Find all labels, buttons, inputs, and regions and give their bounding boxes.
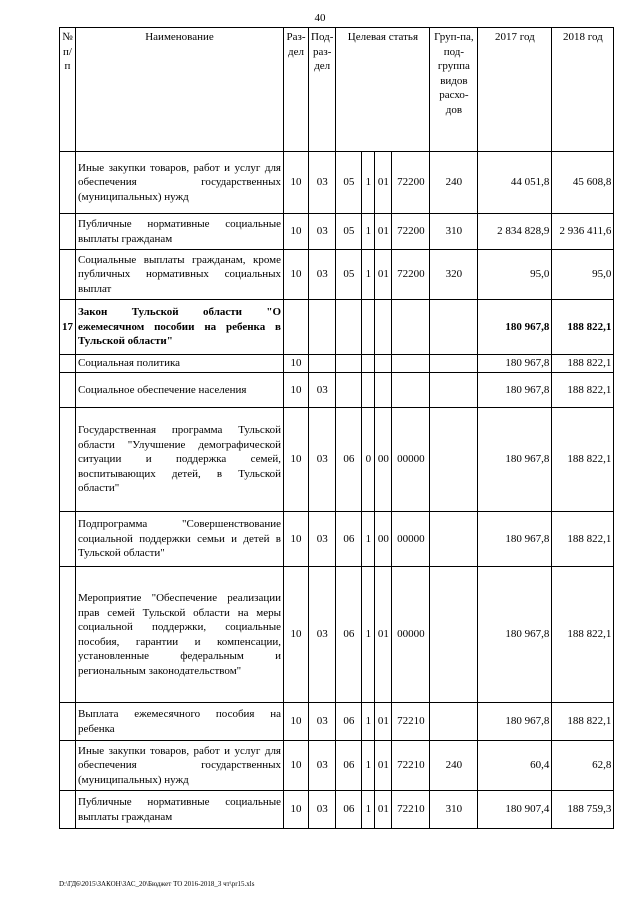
row-podrazdel: 03 <box>309 741 336 791</box>
row-expense-group: 240 <box>430 741 478 791</box>
row-razdel <box>284 300 309 355</box>
row-target-measure: 01 <box>375 250 392 300</box>
row-number <box>60 741 76 791</box>
row-value-2017: 2 834 828,9 <box>478 214 552 250</box>
row-value-2018: 2 936 411,6 <box>552 214 614 250</box>
row-expense-group: 240 <box>430 152 478 214</box>
table-row <box>60 408 614 512</box>
row-target-direction: 72210 <box>392 703 430 741</box>
row-value-2018: 188 822,1 <box>552 703 614 741</box>
row-expense-group <box>430 567 478 703</box>
row-podrazdel: 03 <box>309 703 336 741</box>
row-podrazdel: 03 <box>309 373 336 408</box>
row-razdel: 10 <box>284 567 309 703</box>
row-podrazdel: 03 <box>309 408 336 512</box>
row-target-direction: 00000 <box>392 408 430 512</box>
row-value-2017: 180 967,8 <box>478 300 552 355</box>
row-target-measure: 00 <box>375 512 392 567</box>
row-number <box>60 791 76 829</box>
table-row <box>60 703 614 741</box>
row-name: Выплата ежемесячного пособия на ребенка <box>76 703 284 741</box>
row-target-subprogram <box>362 300 375 355</box>
row-number <box>60 355 76 373</box>
row-expense-group <box>430 703 478 741</box>
row-expense-group <box>430 373 478 408</box>
row-podrazdel: 03 <box>309 250 336 300</box>
row-razdel: 10 <box>284 408 309 512</box>
row-value-2017: 180 967,8 <box>478 512 552 567</box>
row-target-program <box>336 373 362 408</box>
row-target-subprogram: 1 <box>362 250 375 300</box>
row-target-subprogram: 1 <box>362 741 375 791</box>
row-target-direction: 72210 <box>392 791 430 829</box>
row-podrazdel <box>309 300 336 355</box>
row-value-2017: 60,4 <box>478 741 552 791</box>
row-expense-group: 320 <box>430 250 478 300</box>
row-expense-group <box>430 408 478 512</box>
row-podrazdel: 03 <box>309 152 336 214</box>
row-value-2018: 188 822,1 <box>552 567 614 703</box>
row-target-program: 05 <box>336 152 362 214</box>
row-target-subprogram <box>362 355 375 373</box>
row-name: Публичные нормативные социальные выплаты гражданам <box>76 214 284 250</box>
row-podrazdel: 03 <box>309 567 336 703</box>
row-razdel: 10 <box>284 791 309 829</box>
row-target-program: 06 <box>336 408 362 512</box>
row-target-measure: 01 <box>375 567 392 703</box>
table-row <box>60 152 614 214</box>
table-row <box>60 355 614 373</box>
table-row <box>60 567 614 703</box>
row-target-program: 06 <box>336 512 362 567</box>
row-number <box>60 152 76 214</box>
row-target-program <box>336 300 362 355</box>
row-target-measure: 01 <box>375 741 392 791</box>
row-value-2018: 95,0 <box>552 250 614 300</box>
row-target-program: 05 <box>336 250 362 300</box>
row-number <box>60 703 76 741</box>
row-value-2017: 180 907,4 <box>478 791 552 829</box>
row-number <box>60 512 76 567</box>
row-number: 17 <box>60 300 76 355</box>
header-razdel: Раз-дел <box>284 28 309 152</box>
row-number <box>60 250 76 300</box>
row-target-program: 06 <box>336 741 362 791</box>
row-name: Закон Тульской области "О ежемесячном пособии на ребенка в Тульской области" <box>76 300 284 355</box>
row-podrazdel: 03 <box>309 791 336 829</box>
table-row <box>60 741 614 791</box>
row-name: Иные закупки товаров, работ и услуг для обеспечения государственных (муниципальных) нужд <box>76 741 284 791</box>
table-header-row <box>60 28 614 152</box>
row-target-direction <box>392 300 430 355</box>
row-expense-group: 310 <box>430 791 478 829</box>
table-row <box>60 512 614 567</box>
row-target-program: 06 <box>336 791 362 829</box>
row-value-2018: 62,8 <box>552 741 614 791</box>
row-target-measure <box>375 355 392 373</box>
row-target-direction: 72200 <box>392 250 430 300</box>
row-name: Государственная программа Тульской области "Улучшение демографической ситуации и поддержка семей, воспитывающих детей, в Тульской области" <box>76 408 284 512</box>
header-podrazdel: Под-раз-дел <box>309 28 336 152</box>
row-target-direction: 72210 <box>392 741 430 791</box>
header-target: Целевая статья <box>336 28 430 152</box>
row-value-2017: 95,0 <box>478 250 552 300</box>
row-target-subprogram <box>362 373 375 408</box>
row-target-direction: 72200 <box>392 214 430 250</box>
row-target-program: 06 <box>336 703 362 741</box>
table-row <box>60 791 614 829</box>
row-number <box>60 214 76 250</box>
row-target-measure <box>375 373 392 408</box>
row-name: Мероприятие "Обеспечение реализации прав семей Тульской области на меры социальной поддержки, социальные пособия, гарантии и компенсации, установленные федеральным и региональным законодательством" <box>76 567 284 703</box>
row-value-2018: 188 822,1 <box>552 408 614 512</box>
row-value-2017: 180 967,8 <box>478 355 552 373</box>
row-target-measure <box>375 300 392 355</box>
row-value-2017: 180 967,8 <box>478 408 552 512</box>
row-name: Социальная политика <box>76 355 284 373</box>
table-row <box>60 214 614 250</box>
row-value-2018: 188 822,1 <box>552 355 614 373</box>
row-razdel: 10 <box>284 703 309 741</box>
row-number <box>60 373 76 408</box>
row-target-measure: 01 <box>375 703 392 741</box>
row-razdel: 10 <box>284 152 309 214</box>
header-2017: 2017 год <box>478 28 552 152</box>
page-number: 40 <box>314 12 326 24</box>
row-target-subprogram: 1 <box>362 214 375 250</box>
budget-table <box>59 27 614 829</box>
row-razdel: 10 <box>284 741 309 791</box>
row-value-2017: 180 967,8 <box>478 567 552 703</box>
row-podrazdel: 03 <box>309 512 336 567</box>
row-target-subprogram: 1 <box>362 791 375 829</box>
row-target-program: 06 <box>336 567 362 703</box>
row-number <box>60 408 76 512</box>
row-name: Социальное обеспечение населения <box>76 373 284 408</box>
row-name: Публичные нормативные социальные выплаты гражданам <box>76 791 284 829</box>
row-expense-group: 310 <box>430 214 478 250</box>
table-row <box>60 373 614 408</box>
header-name: Наименование <box>76 28 284 152</box>
header-group: Груп-па, под-группа видов расхо-дов <box>430 28 478 152</box>
row-target-measure: 00 <box>375 408 392 512</box>
table-row <box>60 250 614 300</box>
row-name: Подпрограмма "Совершенствование социальной поддержки семьи и детей в Тульской области" <box>76 512 284 567</box>
row-value-2018: 188 822,1 <box>552 373 614 408</box>
row-value-2018: 188 759,3 <box>552 791 614 829</box>
row-value-2018: 188 822,1 <box>552 300 614 355</box>
row-target-direction: 00000 <box>392 567 430 703</box>
row-target-subprogram: 1 <box>362 567 375 703</box>
row-target-program <box>336 355 362 373</box>
row-number <box>60 567 76 703</box>
row-expense-group <box>430 355 478 373</box>
footer-file-path: D:\ГД6\2015\ЗАКОН\ЗАС_20\Бюджет ТО 2016-2018_3 чт\pr15.xls <box>59 880 255 888</box>
row-podrazdel: 03 <box>309 214 336 250</box>
row-razdel: 10 <box>284 373 309 408</box>
row-expense-group <box>430 512 478 567</box>
row-razdel: 10 <box>284 355 309 373</box>
row-target-subprogram: 0 <box>362 408 375 512</box>
header-num: № п/п <box>60 28 76 152</box>
row-target-direction: 72200 <box>392 152 430 214</box>
row-target-direction: 00000 <box>392 512 430 567</box>
row-target-direction <box>392 355 430 373</box>
row-value-2017: 44 051,8 <box>478 152 552 214</box>
row-target-subprogram: 1 <box>362 703 375 741</box>
row-razdel: 10 <box>284 512 309 567</box>
row-expense-group <box>430 300 478 355</box>
table-row <box>60 300 614 355</box>
row-value-2018: 45 608,8 <box>552 152 614 214</box>
row-razdel: 10 <box>284 214 309 250</box>
row-target-direction <box>392 373 430 408</box>
row-podrazdel <box>309 355 336 373</box>
row-value-2017: 180 967,8 <box>478 703 552 741</box>
row-razdel: 10 <box>284 250 309 300</box>
row-target-program: 05 <box>336 214 362 250</box>
row-target-measure: 01 <box>375 152 392 214</box>
header-2018: 2018 год <box>552 28 614 152</box>
row-target-subprogram: 1 <box>362 152 375 214</box>
row-target-measure: 01 <box>375 214 392 250</box>
row-target-subprogram: 1 <box>362 512 375 567</box>
row-name: Социальные выплаты гражданам, кроме публичных нормативных социальных выплат <box>76 250 284 300</box>
row-name: Иные закупки товаров, работ и услуг для обеспечения государственных (муниципальных) нужд <box>76 152 284 214</box>
row-target-measure: 01 <box>375 791 392 829</box>
row-value-2017: 180 967,8 <box>478 373 552 408</box>
row-value-2018: 188 822,1 <box>552 512 614 567</box>
